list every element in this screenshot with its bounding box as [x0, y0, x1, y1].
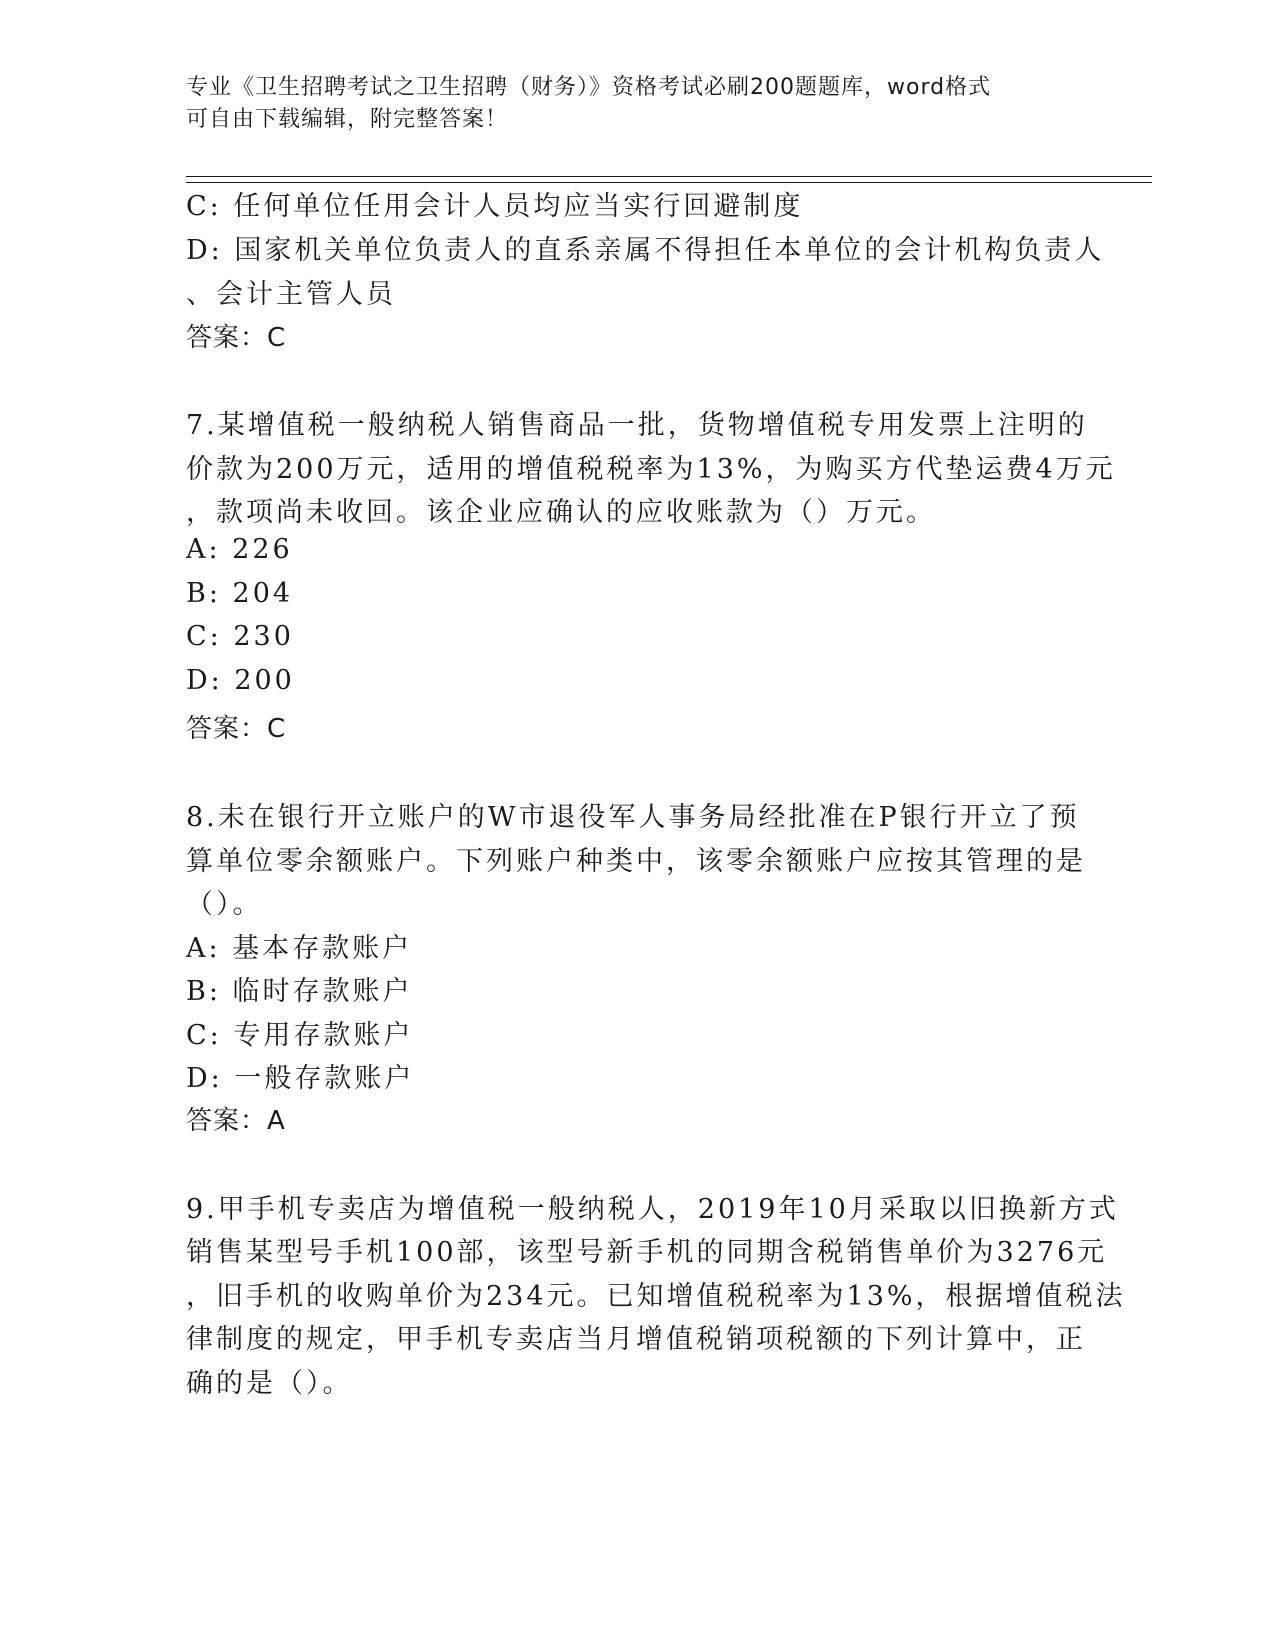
q7-stem-line2: 价款为200万元，适用的增值税税率为13%，为购买方代垫运费4万元 [186, 454, 1116, 485]
q8-option-a: A: 基本存款账户 [186, 933, 413, 964]
q9-stem-line4: 律制度的规定，甲手机专卖店当月增值税销项税额的下列计算中，正 [186, 1324, 1086, 1355]
q6-option-d-line2: 、会计主管人员 [186, 279, 396, 310]
q7-option-c: C: 230 [186, 621, 294, 652]
q8-option-b: B: 临时存款账户 [186, 976, 413, 1007]
q6-answer: 答案：C [186, 323, 287, 353]
q7-answer: 答案：C [186, 714, 287, 744]
q8-option-c: C: 专用存款账户 [186, 1020, 414, 1051]
q7-option-b: B: 204 [186, 578, 294, 609]
header-line-1: 专业《卫生招聘考试之卫生招聘（财务）》资格考试必刷200题题库，word格式 [186, 75, 992, 100]
q6-option-d-line1: D: 国家机关单位负责人的直系亲属不得担任本单位的会计机构负责人 [186, 235, 1105, 266]
q9-stem-line1: 9.甲手机专卖店为增值税一般纳税人，2019年10月采取以旧换新方式 [186, 1194, 1119, 1225]
q8-answer: 答案：A [186, 1106, 286, 1136]
q7-option-d: D: 200 [186, 665, 295, 696]
q9-stem-line2: 销售某型号手机100部，该型号新手机的同期含税销售单价为3276元 [186, 1237, 1108, 1268]
q8-stem-line2: 算单位零余额账户。下列账户种类中，该零余额账户应按其管理的是 [186, 846, 1086, 877]
q8-stem-line1: 8.未在银行开立账户的W市退役军人事务局经批准在P银行开立了预 [186, 802, 1080, 833]
q9-stem-line5: 确的是（）。 [186, 1368, 353, 1399]
header-divider-top [186, 176, 1152, 177]
q7-option-a: A: 226 [186, 534, 293, 565]
q8-stem-line3: （）。 [186, 889, 263, 920]
q7-stem-line3: ，款项尚未收回。该企业应确认的应收账款为（）万元。 [186, 497, 936, 528]
q7-stem-line1: 7.某增值税一般纳税人销售商品一批，货物增值税专用发票上注明的 [186, 410, 1088, 441]
q8-option-d: D: 一般存款账户 [186, 1063, 415, 1094]
document-header [186, 72, 1086, 136]
q6-option-c: C: 任何单位任用会计人员均应当实行回避制度 [186, 191, 804, 222]
q9-stem-line3: ，旧手机的收购单价为234元。已知增值税税率为13%，根据增值税法 [186, 1281, 1126, 1312]
header-divider-bottom [186, 182, 1152, 183]
header-line-2: 可自由下载编辑，附完整答案！ [186, 107, 509, 132]
